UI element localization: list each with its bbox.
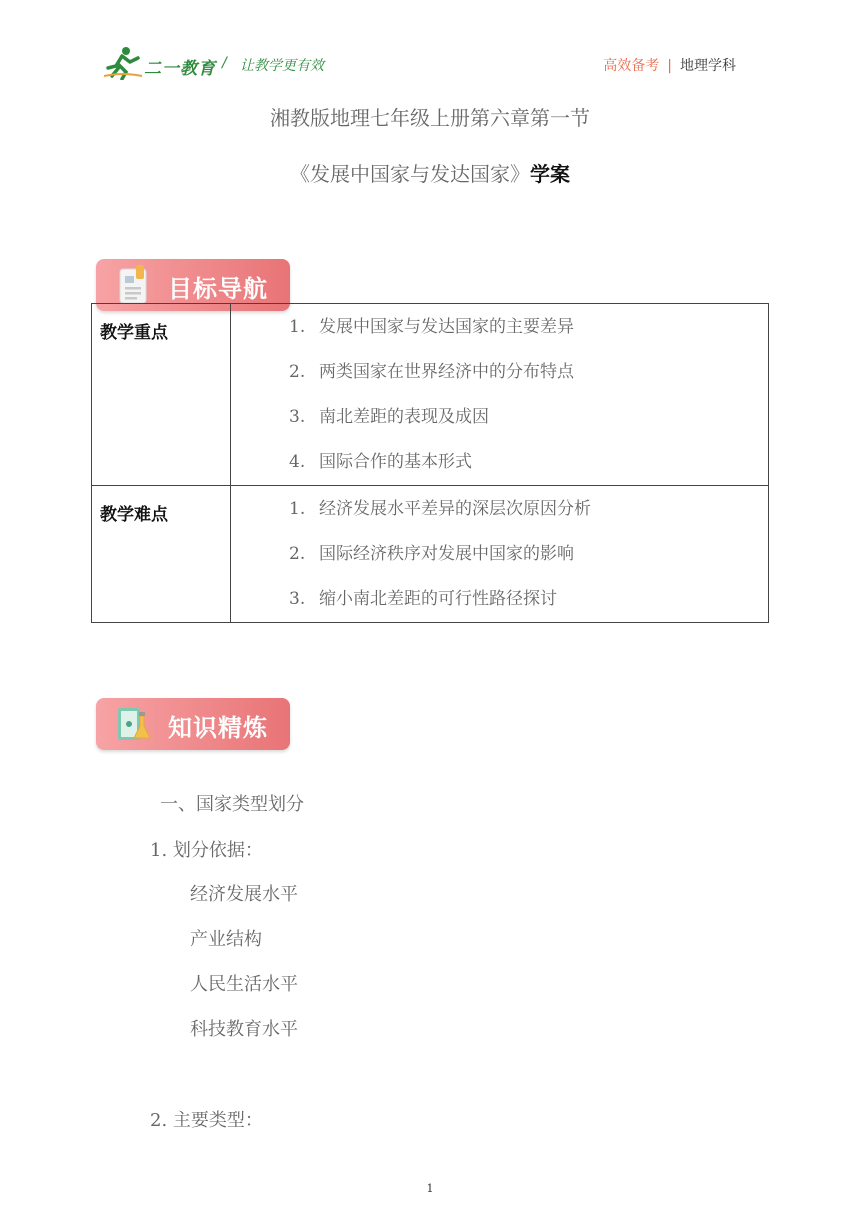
book-flask-icon: [114, 702, 154, 746]
header-right: [603, 55, 736, 75]
row-content: [231, 304, 769, 486]
slogan-separator: /: [222, 55, 227, 71]
table-row: [92, 304, 769, 486]
doc-title-bold: 学案: [530, 162, 570, 186]
list-item: 产业结构: [190, 929, 262, 950]
list-item: 1. 发展中国家与发达国家的主要差异: [289, 317, 574, 337]
row-content: [231, 486, 769, 623]
list-item: 2. 国际经济秩序对发展中国家的影响: [289, 544, 574, 564]
row-label: 教学难点: [92, 486, 231, 623]
header-highlight: 高效备考: [603, 58, 660, 74]
document-icon: [114, 263, 154, 307]
row-label: 教学重点: [92, 304, 231, 486]
section-heading: 一、国家类型划分: [160, 794, 304, 815]
knowledge-banner: [96, 698, 290, 750]
slogan: 让教学更有效: [240, 58, 324, 74]
list-item: 3. 缩小南北差距的可行性路径探讨: [289, 589, 557, 609]
list-item: 人民生活水平: [190, 974, 298, 995]
list-item: 3. 南北差距的表现及成因: [289, 407, 489, 427]
logo-text: 二一教育: [144, 59, 216, 79]
key-points-list: [231, 304, 768, 485]
goals-table: [91, 303, 769, 623]
basis-list: [190, 880, 298, 1060]
types-heading: 2. 主要类型：: [150, 1110, 263, 1131]
header-separator: |: [667, 58, 672, 74]
basis-heading: 1. 划分依据：: [150, 840, 263, 861]
goal-banner-title: 目标导航: [168, 275, 268, 303]
list-item: 1. 经济发展水平差异的深层次原因分析: [289, 499, 591, 519]
page-number: 1: [426, 1182, 434, 1195]
knowledge-banner-title: 知识精炼: [168, 714, 268, 742]
list-item: 科技教育水平: [190, 1019, 298, 1040]
header-subject: 地理学科: [680, 58, 736, 74]
doc-title-line2: [0, 158, 860, 187]
doc-title-main: 《发展中国家与发达国家》: [290, 162, 530, 186]
difficult-points-list: [231, 486, 768, 622]
list-item: 2. 两类国家在世界经济中的分布特点: [289, 362, 574, 382]
list-item: 4. 国际合作的基本形式: [289, 452, 472, 472]
list-item: 经济发展水平: [190, 884, 298, 905]
table-row: [92, 486, 769, 623]
doc-title-line1: 湘教版地理七年级上册第六章第一节: [270, 106, 590, 130]
page-header: [0, 0, 860, 90]
